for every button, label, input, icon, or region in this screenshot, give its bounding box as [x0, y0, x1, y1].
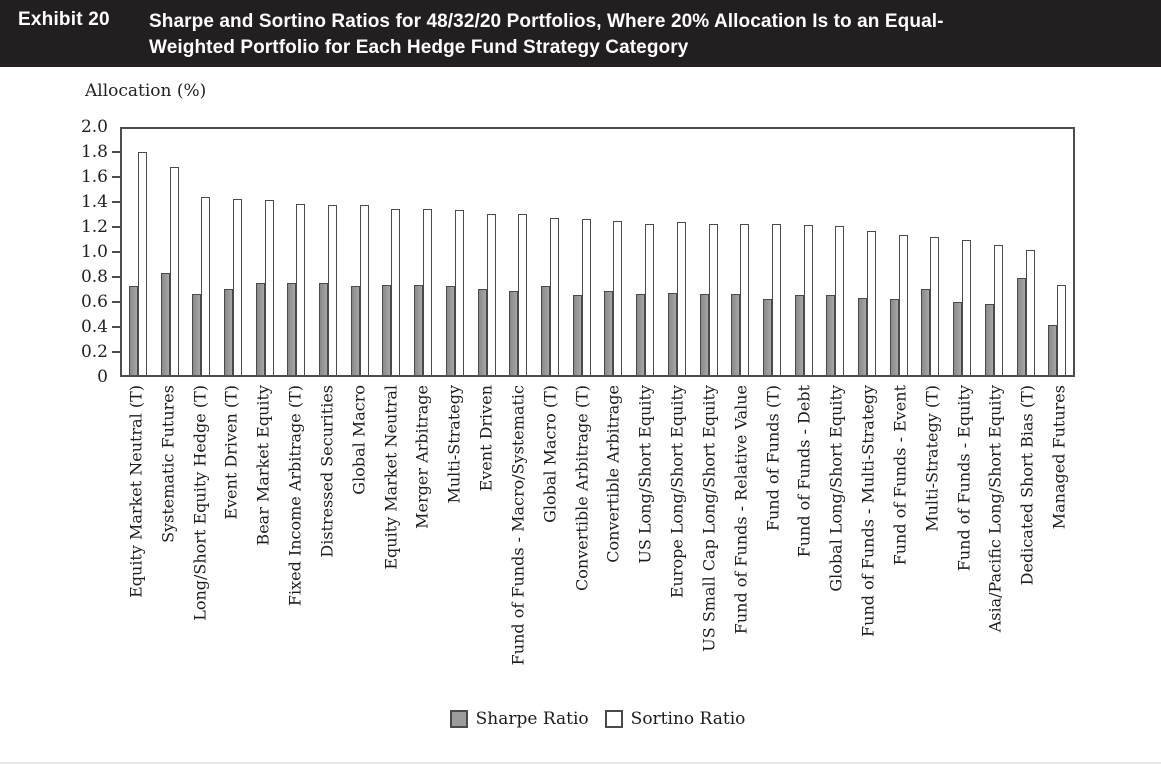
y-axis-label: 0.8 — [80, 267, 108, 287]
sortino-bar — [233, 199, 242, 375]
bar-group — [598, 129, 630, 375]
sortino-bar — [867, 231, 876, 375]
sortino-bar — [328, 205, 337, 375]
bar-group — [915, 129, 947, 375]
sortino-bar — [170, 167, 179, 375]
sharpe-bar — [541, 286, 550, 375]
sortino-bar — [455, 210, 464, 375]
bar-group — [534, 129, 566, 375]
x-axis-tick-labels — [120, 385, 1075, 720]
sharpe-bar — [1048, 325, 1057, 375]
sharpe-bar — [731, 294, 740, 375]
x-axis-label: Fund of Funds - Multi-Strategy — [858, 385, 878, 637]
sharpe-bar — [256, 283, 265, 375]
sharpe-bar — [224, 289, 233, 375]
bar-group — [281, 129, 313, 375]
y-axis-tick-labels — [50, 117, 108, 387]
sharpe-bar — [414, 285, 423, 375]
sortino-bar — [772, 224, 781, 375]
sortino-bar — [391, 209, 400, 375]
exhibit-title-line-1: Sharpe and Sortino Ratios for 48/32/20 Portfolios, Where 20% Allocation Is to an Equal- — [149, 11, 944, 32]
y-tick-mark — [112, 301, 120, 303]
sharpe-bar — [763, 299, 772, 375]
sortino-bar — [677, 222, 686, 375]
y-axis-label: 0 — [97, 367, 108, 387]
sortino-bar — [487, 214, 496, 375]
sortino-bar — [645, 224, 654, 375]
x-axis-label: Convertible Arbitrage — [603, 385, 623, 563]
bar-group — [693, 129, 725, 375]
sortino-bar — [709, 224, 718, 375]
sharpe-bar — [161, 273, 170, 375]
x-axis-label: Fund of Funds (T) — [763, 385, 783, 532]
sharpe-bar — [668, 293, 677, 375]
bar-group — [249, 129, 281, 375]
sharpe-ratio-swatch — [450, 710, 468, 728]
bar-group — [312, 129, 344, 375]
exhibit-number: Exhibit 20 — [18, 9, 110, 30]
x-axis-label: Systematic Futures — [158, 385, 178, 543]
y-tick-mark — [112, 351, 120, 353]
sharpe-bar — [826, 295, 835, 375]
exhibit-title — [149, 9, 944, 61]
x-axis-label: Bear Market Equity — [253, 385, 273, 546]
x-axis-label: Fund of Funds - Equity — [954, 385, 974, 572]
x-axis-label: Multi-Strategy (T) — [922, 385, 942, 532]
sharpe-bar — [351, 286, 360, 375]
y-tick-mark — [112, 326, 120, 328]
y-axis-title: Allocation (%) — [85, 81, 207, 101]
bar-group — [724, 129, 756, 375]
x-axis-label: Event Driven (T) — [221, 385, 241, 520]
sharpe-bar — [509, 291, 518, 375]
sharpe-bar — [953, 302, 962, 375]
bar-group — [661, 129, 693, 375]
bar-group — [154, 129, 186, 375]
sharpe-bar — [795, 295, 804, 375]
bar-group — [217, 129, 249, 375]
y-axis-label: 0.4 — [80, 317, 108, 337]
x-axis-label: Fund of Funds - Macro/Systematic — [508, 385, 528, 666]
y-axis-label: 2.0 — [80, 117, 108, 137]
bar-group — [566, 129, 598, 375]
y-axis-label: 1.8 — [80, 142, 108, 162]
x-axis-label: Equity Market Neutral — [381, 385, 401, 570]
exhibit-title-line-2: Weighted Portfolio for Each Hedge Fund Strategy Category — [149, 37, 689, 58]
legend-label-sortino-ratio: Sortino Ratio — [630, 709, 746, 729]
sharpe-bar — [890, 299, 899, 375]
sharpe-bar — [478, 289, 487, 375]
bar-group — [439, 129, 471, 375]
y-axis-label: 1.0 — [80, 242, 108, 262]
y-axis-label: 0.2 — [80, 342, 108, 362]
bar-chart — [0, 67, 1161, 762]
x-axis-label: Fund of Funds - Relative Value — [731, 385, 751, 635]
sortino-bar — [899, 235, 908, 375]
bar-group — [407, 129, 439, 375]
legend-item-sortino-ratio — [605, 709, 746, 729]
x-axis-label: Managed Futures — [1049, 385, 1069, 530]
sortino-bar — [296, 204, 305, 375]
exhibit-header — [0, 0, 1161, 67]
sortino-bar — [582, 219, 591, 375]
sharpe-bar — [985, 304, 994, 375]
sortino-ratio-swatch — [605, 710, 623, 728]
x-axis-label: Fund of Funds - Debt — [794, 385, 814, 558]
sortino-bar — [360, 205, 369, 375]
sortino-bar — [550, 218, 559, 375]
sortino-bar — [740, 224, 749, 375]
bar-series-container — [122, 129, 1073, 375]
sharpe-bar — [573, 295, 582, 375]
sortino-bar — [962, 240, 971, 375]
x-axis-label: Fixed Income Arbitrage (T) — [285, 385, 305, 607]
bar-group — [1010, 129, 1042, 375]
legend-item-sharpe-ratio — [450, 709, 589, 729]
y-axis-label: 1.4 — [80, 192, 108, 212]
sortino-bar — [930, 237, 939, 375]
sharpe-bar — [921, 289, 930, 375]
sharpe-bar — [382, 285, 391, 375]
x-axis-label: Event Driven — [476, 385, 496, 492]
sharpe-bar — [319, 283, 328, 375]
x-axis-label: Dedicated Short Bias (T) — [1017, 385, 1037, 586]
bar-group — [756, 129, 788, 375]
sortino-bar — [994, 245, 1003, 375]
x-axis-label: US Small Cap Long/Short Equity — [699, 385, 719, 652]
y-tick-mark — [112, 251, 120, 253]
sharpe-bar — [1017, 278, 1026, 375]
sharpe-bar — [700, 294, 709, 375]
sortino-bar — [835, 226, 844, 375]
y-axis-label: 1.6 — [80, 167, 108, 187]
x-axis-label: Merger Arbitrage — [412, 385, 432, 529]
sortino-bar — [1026, 250, 1035, 375]
x-axis-label: Global Macro — [349, 385, 369, 495]
sharpe-bar — [858, 298, 867, 375]
bar-group — [1041, 129, 1073, 375]
sharpe-bar — [604, 291, 613, 375]
bar-group — [851, 129, 883, 375]
bar-group — [185, 129, 217, 375]
y-tick-mark — [112, 276, 120, 278]
y-axis-label: 0.6 — [80, 292, 108, 312]
bar-group — [883, 129, 915, 375]
bar-group — [122, 129, 154, 375]
sharpe-bar — [129, 286, 138, 375]
bar-group — [502, 129, 534, 375]
sharpe-bar — [287, 283, 296, 375]
bar-group — [788, 129, 820, 375]
bar-group — [978, 129, 1010, 375]
sortino-bar — [613, 221, 622, 375]
sortino-bar — [265, 200, 274, 375]
x-axis-label: US Long/Short Equity — [635, 385, 655, 564]
y-axis-label: 1.2 — [80, 217, 108, 237]
sortino-bar — [1057, 285, 1066, 375]
legend — [120, 709, 1075, 729]
bar-group — [376, 129, 408, 375]
bar-group — [344, 129, 376, 375]
x-axis-label: Convertible Arbitrage (T) — [572, 385, 592, 591]
y-tick-mark — [112, 151, 120, 153]
bar-group — [819, 129, 851, 375]
bar-group — [629, 129, 661, 375]
sortino-bar — [423, 209, 432, 375]
bar-group — [471, 129, 503, 375]
y-tick-mark — [112, 201, 120, 203]
x-axis-label: Global Long/Short Equity — [826, 385, 846, 592]
bar-group — [946, 129, 978, 375]
sharpe-bar — [636, 294, 645, 375]
x-axis-label: Multi-Strategy — [444, 385, 464, 504]
y-tick-mark — [112, 226, 120, 228]
plot-area — [120, 127, 1075, 377]
x-axis-label: Distressed Securities — [317, 385, 337, 558]
sortino-bar — [804, 225, 813, 375]
sharpe-bar — [446, 286, 455, 375]
x-axis-label: Europe Long/Short Equity — [667, 385, 687, 599]
x-axis-label: Asia/Pacific Long/Short Equity — [985, 385, 1005, 633]
x-axis-label: Global Macro (T) — [540, 385, 560, 523]
legend-label-sharpe-ratio: Sharpe Ratio — [475, 709, 589, 729]
sortino-bar — [518, 214, 527, 375]
x-axis-label: Fund of Funds - Event — [890, 385, 910, 566]
x-axis-label: Equity Market Neutral (T) — [126, 385, 146, 598]
y-tick-mark — [112, 176, 120, 178]
sortino-bar — [201, 197, 210, 375]
sharpe-bar — [192, 294, 201, 375]
sortino-bar — [138, 152, 147, 375]
x-axis-label: Long/Short Equity Hedge (T) — [190, 385, 210, 621]
